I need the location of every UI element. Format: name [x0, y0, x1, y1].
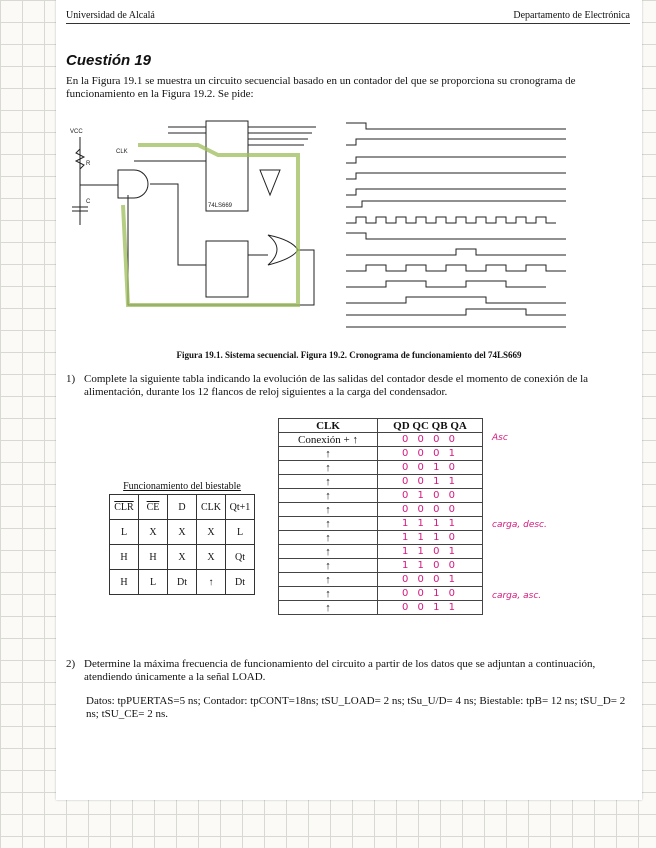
clk-header: CLK	[279, 419, 378, 433]
table-cell: ↑	[197, 570, 226, 595]
table-row	[279, 559, 483, 573]
clk-cell: ↑	[279, 503, 378, 517]
table-cell: L	[139, 570, 168, 595]
q-cell[interactable]: 1 1 0 0	[378, 559, 483, 573]
clk-cell: ↑	[279, 587, 378, 601]
inverter	[260, 170, 280, 195]
q-cell[interactable]: 0 0 0 1	[378, 447, 483, 461]
q-cell[interactable]: 0 1 0 0	[378, 489, 483, 503]
table-cell: X	[197, 545, 226, 570]
header-department: Departamento de Electrónica	[513, 10, 630, 21]
item-1-text: Complete la siguiente tabla indicando la evolución de las salidas del contador desde el momento de conexión de la alimentación, durante los 12 flancos de reloj siguientes a la carga del condensador.	[84, 373, 589, 398]
q-cell[interactable]: 0 0 1 0	[378, 587, 483, 601]
biestable-table	[109, 481, 255, 595]
clk-cell: ↑	[279, 489, 378, 503]
table-cell: X	[168, 520, 197, 545]
biestable-header: $\overline{CLR}$	[110, 495, 139, 520]
counter-chip	[206, 121, 248, 211]
page-header	[66, 10, 630, 24]
clk-cell: ↑	[279, 475, 378, 489]
clk-cell: ↑	[279, 461, 378, 475]
q-cell[interactable]: 0 0 0 0	[378, 433, 483, 447]
clk-cell: Conexión + ↑	[279, 433, 378, 447]
question-title: Cuestión 19	[66, 52, 152, 69]
biestable-title: Funcionamiento del biestable	[123, 481, 241, 492]
table-cell: L	[110, 520, 139, 545]
document-page	[56, 0, 642, 800]
chip-label: 74LS669	[208, 203, 233, 209]
note-asc: Asc	[492, 433, 508, 443]
timing-diagram	[326, 115, 566, 335]
q-cell[interactable]: 0 0 1 1	[378, 601, 483, 615]
datos-text: Datos: tpPUERTAS=5 ns; Contador: tpCONT=18ns; tSU_LOAD= 2 ns; tSu_U/D= 4 ns; Biestable: tpB= 12 ns; tSU_D= 2 ns; tSU_CE= 2 ns.	[86, 695, 626, 720]
table-cell: L	[226, 520, 255, 545]
table-row	[279, 545, 483, 559]
c-label: C	[86, 199, 91, 205]
vcc-label: VCC	[70, 129, 83, 135]
q-cell[interactable]: 1 1 0 1	[378, 545, 483, 559]
header-university: Universidad de Alcalá	[66, 10, 155, 21]
table-row	[110, 545, 255, 570]
clk-cell: ↑	[279, 531, 378, 545]
table-cell: Dt	[226, 570, 255, 595]
circuit-figure	[68, 115, 320, 315]
item-2	[66, 658, 626, 684]
biestable-header: D	[168, 495, 197, 520]
table-cell: Qt	[226, 545, 255, 570]
table-row	[110, 520, 255, 545]
clk-cell: ↑	[279, 545, 378, 559]
biestable-header: CLK	[197, 495, 226, 520]
table-row	[110, 570, 255, 595]
table-cell: Dt	[168, 570, 197, 595]
table-cell: X	[139, 520, 168, 545]
table-row	[279, 573, 483, 587]
clk-cell: ↑	[279, 447, 378, 461]
table-cell: X	[197, 520, 226, 545]
flipflop-chip	[206, 241, 248, 297]
biestable-header: $\overline{CE}$	[139, 495, 168, 520]
clk-cell: ↑	[279, 517, 378, 531]
figure-caption: Figura 19.1. Sistema secuencial. Figura 19.2. Cronograma de funcionamiento del 74LS669	[176, 350, 522, 360]
table-row	[279, 475, 483, 489]
item-1	[66, 373, 626, 399]
q-cell[interactable]: 0 0 0 1	[378, 573, 483, 587]
table-cell: H	[110, 570, 139, 595]
table-row	[279, 531, 483, 545]
q-cell[interactable]: 1 1 1 1	[378, 517, 483, 531]
table-row	[279, 517, 483, 531]
clk-cell: ↑	[279, 559, 378, 573]
note-carga-asc: carga, asc.	[492, 591, 542, 601]
item-1-number: 1)	[66, 373, 76, 385]
clk-table	[278, 418, 483, 615]
and-gate	[118, 170, 148, 198]
table-cell: H	[110, 545, 139, 570]
q-header: QD QC QB QA	[378, 419, 483, 433]
question-intro: En la Figura 19.1 se muestra un circuito secuencial basado en un contador del que se proporciona su cronograma de funcionamiento en la Figura 19.2. Se pide:	[66, 75, 576, 100]
biestable-header: Qt+1	[226, 495, 255, 520]
table-cell: H	[139, 545, 168, 570]
table-row	[279, 601, 483, 615]
clk-cell: ↑	[279, 573, 378, 587]
or-gate	[268, 235, 298, 265]
table-row	[279, 447, 483, 461]
clk-label: CLK	[116, 149, 128, 155]
table-row	[279, 587, 483, 601]
table-row	[279, 489, 483, 503]
r-label: R	[86, 161, 91, 167]
q-cell[interactable]: 0 0 0 0	[378, 503, 483, 517]
note-carga-desc: carga, desc.	[492, 520, 547, 530]
q-cell[interactable]: 1 1 1 0	[378, 531, 483, 545]
q-cell[interactable]: 0 0 1 0	[378, 461, 483, 475]
clk-cell: ↑	[279, 601, 378, 615]
table-row	[279, 461, 483, 475]
q-cell[interactable]: 0 0 1 1	[378, 475, 483, 489]
table-row	[279, 503, 483, 517]
item-2-number: 2)	[66, 658, 76, 670]
table-row	[279, 433, 483, 447]
item-2-text: Determine la máxima frecuencia de funcionamiento del circuito a partir de los datos que se adjuntan a continuación, atendiendo únicamente a la señal LOAD.	[84, 658, 596, 683]
table-cell: X	[168, 545, 197, 570]
